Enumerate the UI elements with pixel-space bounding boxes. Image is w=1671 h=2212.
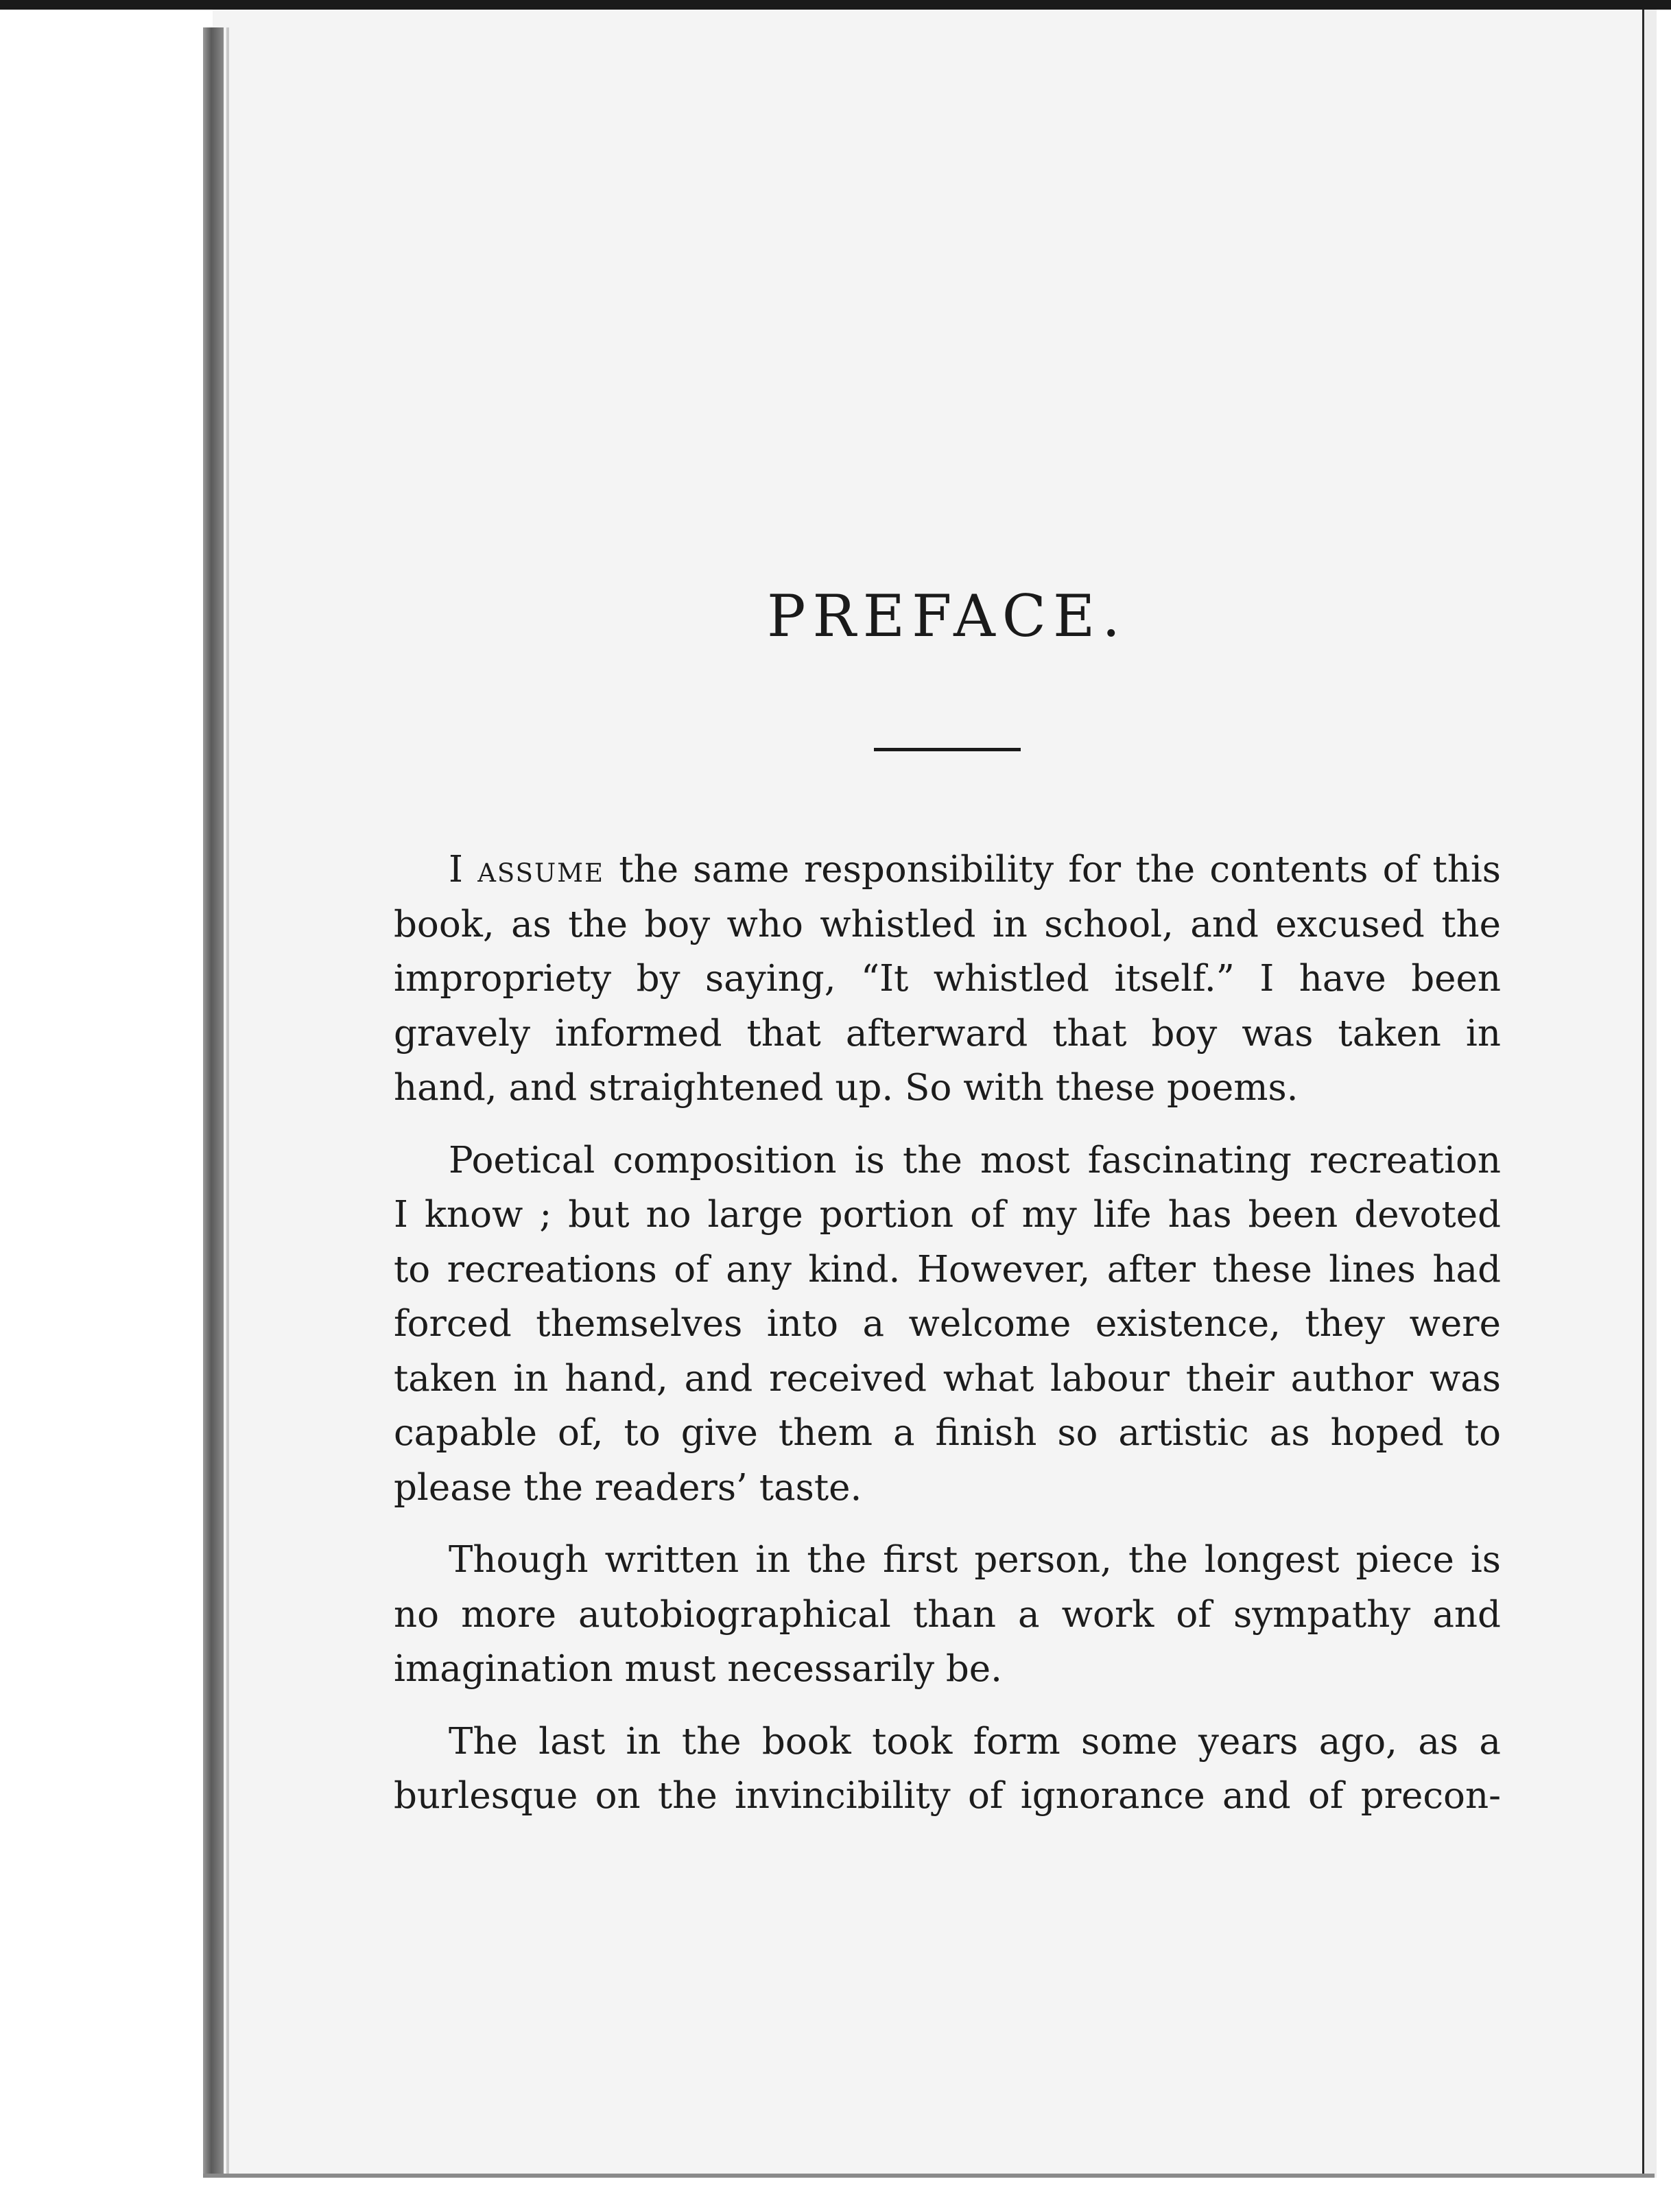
page-right-edge	[1642, 10, 1657, 2178]
scan-top-border	[0, 0, 1671, 10]
paragraph-line: no more autobiographical than a work of sympathy and	[394, 1593, 1501, 1636]
paragraph-line: hand, and straightened up. So with these poems.	[394, 1067, 1299, 1109]
preface-body	[394, 843, 1501, 1842]
paragraph-line: impropriety by saying, “It whistled itself.” I have been	[394, 958, 1501, 1000]
paragraph-1	[394, 843, 1501, 1116]
paragraph-line: book, as the boy who whistled in school, and excused the	[394, 903, 1501, 945]
paragraph-line: please the readers’ taste.	[394, 1466, 862, 1509]
paragraph-line: The last in the book took form some years ago, as a	[449, 1720, 1501, 1763]
paragraph-line: Though written in the first person, the longest piece is	[449, 1539, 1501, 1581]
paragraph-line: to recreations of any kind. However, after these lines had	[394, 1248, 1501, 1291]
book-gutter	[203, 27, 224, 2175]
smallcaps-word: assume	[477, 849, 605, 891]
page-bottom-edge	[203, 2174, 1655, 2178]
paragraph-line: Poetical composition is the most fascinating recreation	[449, 1139, 1501, 1181]
paragraph-4	[394, 1715, 1501, 1824]
paragraph-line: capable of, to give them a finish so artistic as hoped to	[394, 1412, 1501, 1454]
paragraph-line: I know ; but no large portion of my life has been devoted	[394, 1194, 1501, 1236]
paragraph-2	[394, 1133, 1501, 1516]
paragraph-3	[394, 1533, 1501, 1697]
paragraph-line: gravely informed that afterward that boy was taken in	[394, 1012, 1501, 1055]
line-text: the same responsibility for the contents of this	[604, 849, 1501, 891]
paragraph-line	[394, 843, 1501, 897]
title-rule	[874, 748, 1021, 751]
paragraph-line: imagination must necessarily be.	[394, 1648, 1002, 1690]
dropcap-lead: I	[449, 849, 478, 891]
paragraph-line: burlesque on the invincibility of ignorance and of precon-	[394, 1775, 1501, 1817]
paragraph-line: forced themselves into a welcome existence, they were	[394, 1303, 1501, 1345]
paragraph-line: taken in hand, and received what labour their author was	[394, 1357, 1501, 1400]
gutter-highlight	[226, 27, 229, 2175]
page-title: PREFACE.	[767, 583, 1128, 650]
